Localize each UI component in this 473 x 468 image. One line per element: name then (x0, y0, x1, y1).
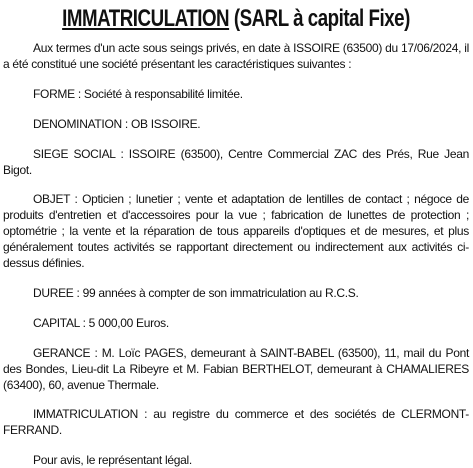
notice-title-suffix: (SARL à capital Fixe) (229, 5, 410, 32)
duree-paragraph: DUREE : 99 années à compter de son immatriculation au R.C.S. (33, 286, 359, 300)
capital-paragraph: CAPITAL : 5 000,00 Euros. (33, 316, 169, 330)
intro-paragraph: Aux termes d'un acte sous seings privés, en date à ISSOIRE (63500) du 17/06/2024, il a été constitué une société présentant les caractéristiques suivantes : (3, 41, 469, 71)
immatriculation-paragraph: IMMATRICULATION : au registre du commerce et des sociétés de CLERMONT-FERRAND. (3, 407, 469, 437)
forme-paragraph: FORME : Société à responsabilité limitée. (33, 87, 243, 101)
siege-paragraph: SIEGE SOCIAL : ISSOIRE (63500), Centre Commercial ZAC des Prés, Rue Jean Bigot. (3, 147, 469, 177)
gerance-paragraph: GERANCE : M. Loïc PAGES, demeurant à SAINT-BABEL (63500), 11, mail du Pont des Bondes, Lieu-dit La Ribeyre et M. Fabian BERTHELOT, demeurant à CHAMALIERES (63400), 60, avenue Thermale. (3, 346, 469, 392)
notice-title-main: IMMATRICULATION (62, 5, 230, 32)
denomination-paragraph: DENOMINATION : OB ISSOIRE. (33, 117, 201, 131)
notice-title (54, 4, 417, 34)
closing-paragraph: Pour avis, le représentant légal. (33, 453, 192, 467)
objet-paragraph: OBJET : Opticien ; lunetier ; vente et adaptation de lentilles de contact ; négoce de produits d'entretien et d'accessoires pour la vue ; fabrication de lunettes de protection ; optométrie ; la vente et la réparation de tous appareils d'optiques et de mesures, et plus généralement toutes activités se rapportant directement ou indirectement aux activités ci-dessus définies. (3, 192, 469, 270)
